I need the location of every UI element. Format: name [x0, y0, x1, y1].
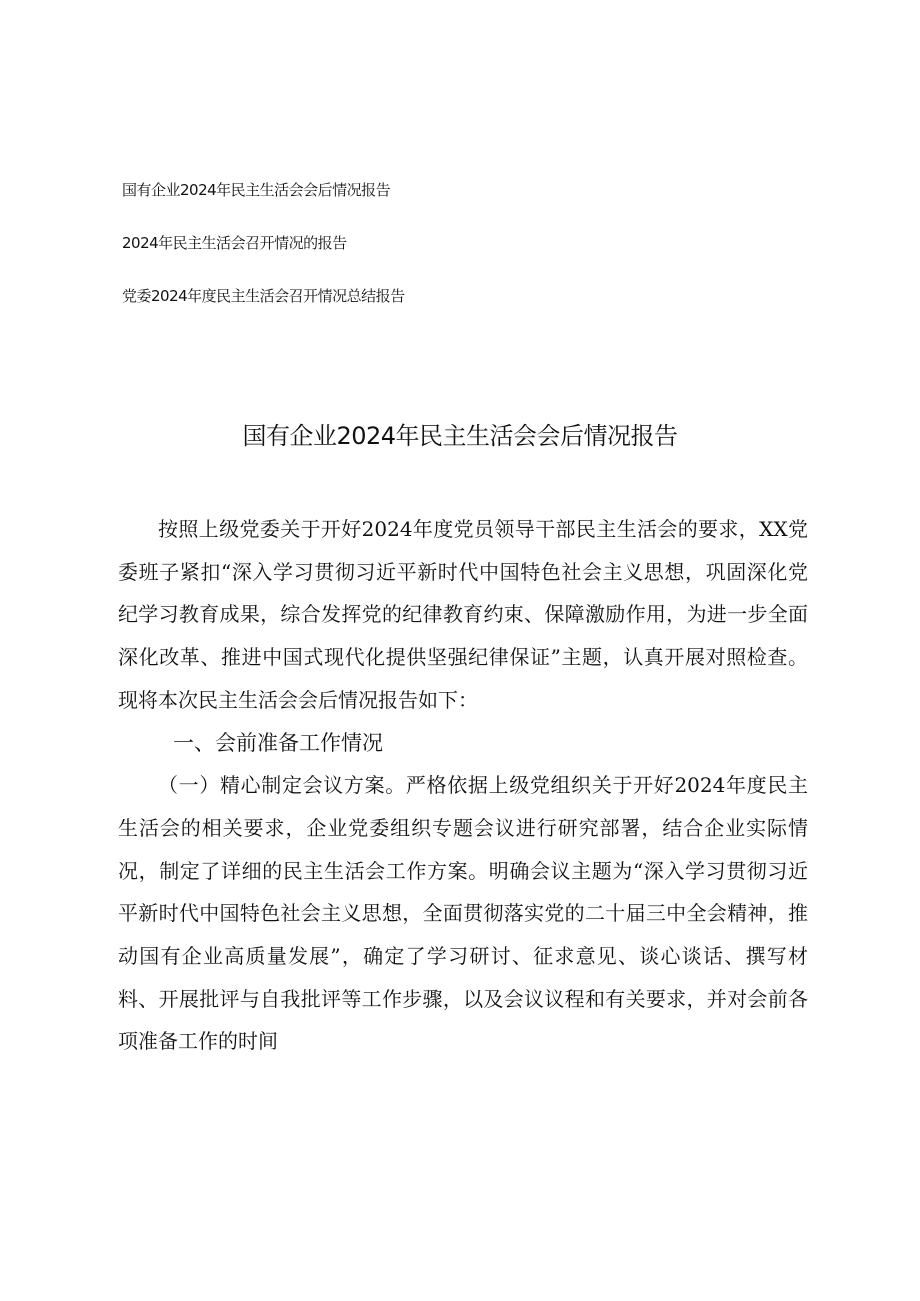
- section-paragraph: （一）精心制定会议方案。严格依据上级党组织关于开好2024年度民主生活会的相关要求，企业党委组织专题会议进行研究部署，结合企业实际情况，制定了详细的民主生活会工作方案。明确会议主题为“深入学习贯彻习近平新时代中国特色社会主义思想，全面贯彻落实党的二十届三中全会精神，推动国有企业高质量发展”，确定了学习研讨、征求意见、谈心谈话、撰写材料、开展批评与自我批评等工作步骤，以及会议议程和有关要求，并对会前各项准备工作的时间: [118, 773, 808, 1054]
- toc-item: 2024年民主生活会召开情况的报告: [122, 234, 347, 252]
- toc-item: 党委2024年度民主生活会召开情况总结报告: [122, 287, 405, 305]
- table-of-contents: [122, 180, 405, 339]
- document-title: 国有企业2024年民主生活会会后情况报告: [242, 422, 678, 450]
- toc-item: 国有企业2024年民主生活会会后情况报告: [122, 181, 391, 199]
- intro-paragraph: 按照上级党委关于开好2024年度党员领导干部民主生活会的要求，XX党委班子紧扣“深入学习贯彻习近平新时代中国特色社会主义思想，巩固深化党纪学习教育成果，综合发挥党的纪律教育约束、保障激励作用，为进一步全面深化改革、推进中国式现代化提供坚强纪律保证”主题，认真开展对照检查。现将本次民主生活会会后情况报告如下：: [118, 517, 808, 712]
- document-body: [118, 508, 808, 1062]
- section-heading: 一、会前准备工作情况: [173, 730, 383, 755]
